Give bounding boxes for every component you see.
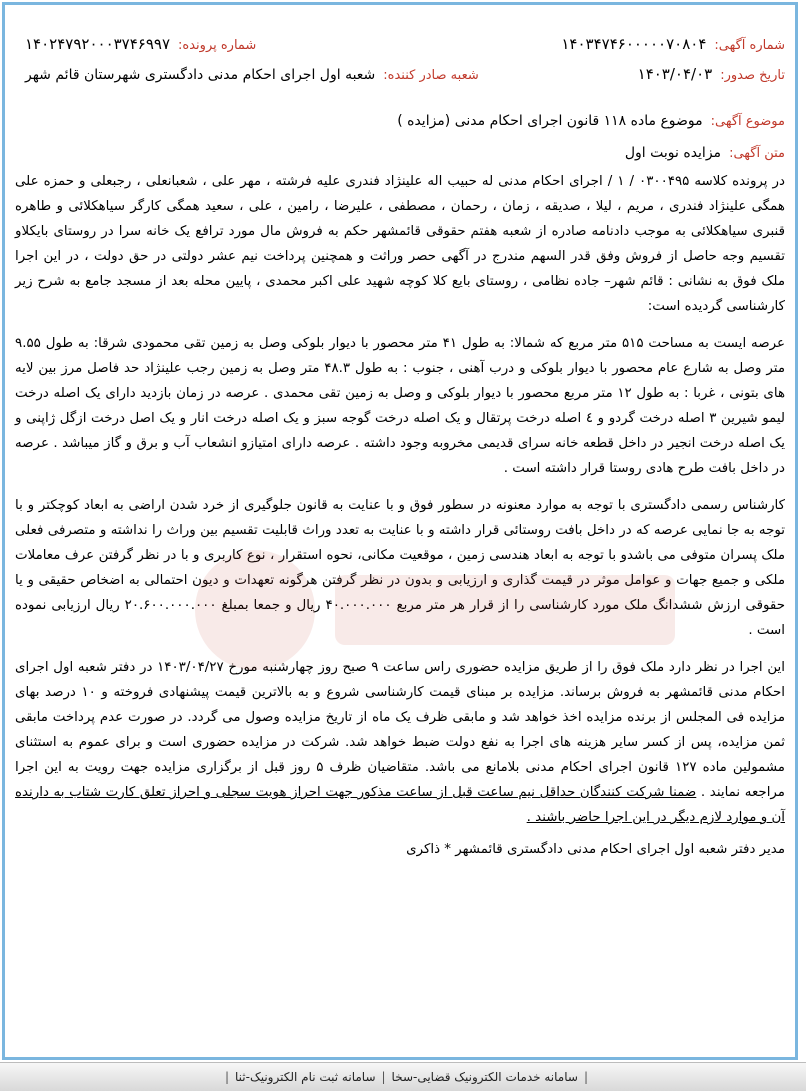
case-number: ۱۴۰۲۴۷۹۲۰۰۰۳۷۴۶۹۹۷ [25, 35, 171, 53]
issuer-group [25, 67, 479, 83]
footer-separator-mid: | [381, 1070, 386, 1084]
paragraph-valuation: کارشناس رسمی دادگستری با توجه به موارد معنونه در سطور فوق و با عنایت به قانون جلوگیری از خرد شدن اراضی به ابعاد کوچکتر و با توجه به جا نمایی عرصه که در داخل بافت روستائی قرار داشته و با عنایت به تعدد وراث قابلیت تقسیم بین وراث را نداشته و متصرفی فعلی ملک پسران متوفی می باشدو با توجه به ابعاد هندسی زمین ، موقعیت مکانی، نحوه استقرار ، نوع کاربری و با در نظر گرفتن عرف معاملات ملکی و جمیع جهات و عوامل موثر در قیمت گذاری و ارزیابی و بدون در نظر گرفتن هرگونه تعهدات و دیون احتمالی به اضخاص حقیقی و یا حقوقی ارزش ششدانگ ملک مورد کارشناسی را از قرار هر متر مربع ۴۰.۰۰۰.۰۰۰ ریال و جمعا بمبلغ ۲۰.۶۰۰.۰۰۰.۰۰۰ ریال ارزیابی نموده است . [15, 498, 785, 638]
body-label: متن آگهی: [729, 146, 785, 161]
sana-link[interactable]: سامانه ثبت نام الکترونیک-ثنا [235, 1070, 376, 1084]
issue-date-label: تاریخ صدور: [720, 68, 785, 83]
paragraph-case: در پرونده کلاسه ۰۳۰۰۴۹۵ / ۱ / اجرای احکام مدنی له حبیب اله علینژاد فندری علیه فرشته ، مهر علی ، شعبانعلی ، رجبعلی و حمزه علی همگی علینژاد فندری ، مریم ، لیلا ، صدیقه ، زمان ، رحمان ، مصطفی ، علیرضا ، رامین ، علی ، سعید همگی کارگر سیاهکلائی و طاهره قنبری سیاهکلائی به موجب دادنامه صادره از شعبه هفتم حقوقی قائمشهر حکم به فروش مال مورد ترافع یک خانه سرا در روستای بایکلاو تقسیم وجه حاصل از فروش وفق قدر السهم مندرج در آگهی حصر وراثت و همچنین پرداخت نیم عشر دولتی در حق دولت ، در این اجرا ملک فوق به نشانی : قائم شهر– جاده نظامی ، روستای بایع کلا کوچه شهید علی اکبر محمدی ، پایین محله بعد از مسجد جامع به شرح زیر کارشناسی گردیده است: [15, 174, 785, 314]
paragraph-property: عرصه ایست به مساحت ۵۱۵ متر مربع که شمالا: به طول ۴۱ متر محصور با دیوار بلوکی وصل به زمین تقی محمودی شرقا: به طول ۹.۵۵ متر وصل به شارع عام محصور با دیوار بلوکی و درب آهنی ، جنوب : به طول ۴۸.۳ متر وصل به زمین رجب علینژاد حد فاصل مرز بین لایه های بتونی ، غربا : به طول ۱۲ متر مربع محصور با دیوار بلوکی و وصل به زمین تقی محمدی . عرصه در زمان بازدید دارای یک اصله درخت لیمو شیرین ۳ اصله درخت گردو و ٤ اصله درخت پرتقال و یک اصله درخت گوجه سبز و یک اصله درخت انار و یک اصل درخت ازگل ژاپنی و یک اصله درخت انجیر در داخل قطعه خانه سرای قدیمی مخروبه وجود داشته . عرصه دارای امتیازو انشعاب آب و برق و گاز میباشد . عرصه در داخل بافت طرح هادی روستا قرار داشته است . [15, 336, 786, 476]
subject-row [15, 113, 785, 129]
issue-date: ۱۴۰۳/۰۴/۰۳ [637, 65, 713, 83]
issuer: شعبه اول اجرای احکام مدنی دادگستری شهرستان قائم شهر [25, 67, 376, 83]
paragraph-auction [15, 655, 785, 830]
subject-value: موضوع ماده ۱۱۸ قانون اجرای احکام مدنی (مزایده ) [397, 113, 703, 129]
auction-text: این اجرا در نظر دارد ملک فوق را از طریق مزایده حضوری راس ساعت ۹ صبح روز چهارشنبه مورخ ۱۴۰۳/۰۴/۲۷ در دفتر شعبه اول اجرای احکام مدنی قائمشهر به فروش برساند. مزایده بر مبنای قیمت کارشناسی شروع و به بالاترین قیمت پیشنهادی فروخته و ۱۰ درصد بهای مزایده فی المجلس از برنده مزایده اخذ خواهد شد و مابقی ظرف یک ماه از تاریخ مزایده وصول می گردد. در صورت عدم پرداخت مابقی ثمن مزایده، پس از کسر سایر هزینه های اجرا به نفع دولت ضبط خواهد شد. شرکت در مزایده حضوری است و برای عموم به استثنای مشمولین ماده ۱۲۷ قانون اجرای احکام مدنی بلامانع می باشد. متقاضیان ظرف ۵ روز قبل از برگزاری مزایده جهت رویت به این اجرا مراجعه نمایند . [15, 660, 785, 800]
case-number-group [25, 35, 256, 53]
subject-label: موضوع آگهی: [710, 114, 785, 129]
notice-frame [2, 2, 798, 1060]
auction-note-underlined: ضمنا شرکت کنندگان حداقل نیم ساعت قبل از ساعت مذکور جهت احراز هویت سجلی و احراز تعلق کارت شتاب به دارنده آن و موارد لازم دیگر در این اجرا حاضر باشند . [15, 785, 785, 825]
header-row-1 [15, 35, 785, 53]
issuer-label: شعبه صادر کننده: [383, 68, 479, 83]
ad-number: ۱۴۰۳۴۷۴۶۰۰۰۰۰۷۰۸۰۴ [561, 35, 707, 53]
sakha-link[interactable]: سامانه خدمات الکترونیک قضایی-سخا [391, 1070, 578, 1084]
body-label-row [15, 145, 785, 161]
issue-date-group [638, 65, 785, 83]
notice-content [5, 5, 795, 857]
ad-number-group [561, 35, 785, 53]
ad-number-label: شماره آگهی: [714, 38, 785, 53]
footer-separator-left: | [583, 1070, 588, 1084]
footer-bar [0, 1062, 806, 1091]
body-title: مزایده نوبت اول [624, 145, 722, 161]
header-row-2 [15, 65, 785, 83]
signature: مدیر دفتر شعبه اول اجرای احکام مدنی دادگستری قائمشهر * ذاکری [406, 842, 785, 857]
footer-separator-right: | [224, 1070, 230, 1084]
case-number-label: شماره پرونده: [178, 38, 257, 53]
